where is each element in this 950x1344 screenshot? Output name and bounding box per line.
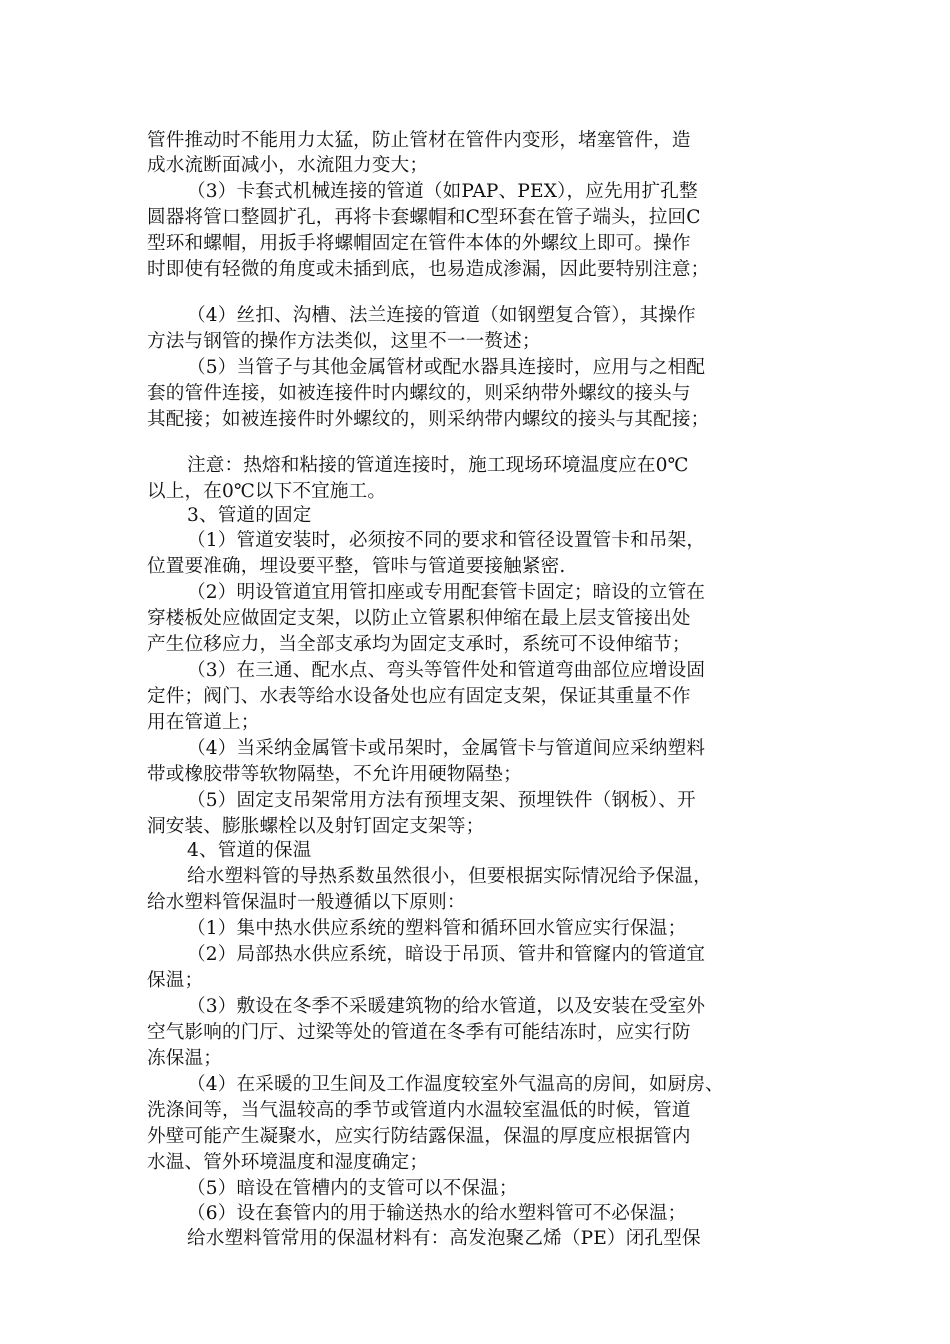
text-line: 穿楼板处应做固定支架，以防止立管累积伸缩在最上层支管接出处 <box>147 608 691 629</box>
text-line: （4）在采暖的卫生间及工作温度较室外气温高的房间，如厨房、 <box>187 1074 724 1095</box>
text-line: 方法与钢管的操作方法类似，这里不一一赘述； <box>147 331 541 352</box>
text-line: 产生位移应力，当全部支承均为固定支承时，系统可不设伸缩节； <box>147 634 691 655</box>
text-line: 外壁可能产生凝聚水，应实行防结露保温，保温的厚度应根据管内 <box>147 1126 691 1147</box>
text-line: （5）当管子与其他金属管材或配水器具连接时，应用与之相配 <box>187 357 706 378</box>
text-line: 时即使有轻微的角度或未插到底，也易造成渗漏，因此要特别注意； <box>147 259 710 280</box>
text-line: （3）敷设在冬季不采暖建筑物的给水管道，以及安装在受室外 <box>187 996 706 1017</box>
text-line: 以上，在0℃以下不宜施工。 <box>147 481 387 502</box>
text-line: 给水塑料管的导热系数虽然很小，但要根据实际情况给予保温， <box>187 866 712 887</box>
text-line: 定件；阀门、水表等给水设备处也应有固定支架，保证其重量不作 <box>147 686 691 707</box>
text-line: （2）局部热水供应系统，暗设于吊顶、管井和管窿内的管道宜 <box>187 944 706 965</box>
text-line: （5）暗设在管槽内的支管可以不保温； <box>187 1178 518 1199</box>
text-line: 成水流断面减小，水流阻力变大； <box>147 155 429 176</box>
text-line: （3）卡套式机械连接的管道（如PAP、PEX），应先用扩孔整 <box>187 181 698 202</box>
text-line: 位置要准确，埋设要平整，管咔与管道要接触紧密. <box>147 556 566 577</box>
text-line: 型环和螺帽，用扳手将螺帽固定在管件本体的外螺纹上即可。操作 <box>147 233 691 254</box>
text-line: 洗涤间等，当气温较高的季节或管道内水温较室温低的时候，管道 <box>147 1100 691 1121</box>
text-line: 其配接；如被连接件时外螺纹的，则采纳带内螺纹的接头与其配接； <box>147 409 710 430</box>
text-line: 给水塑料管常用的保温材料有：高发泡聚乙烯（PE）闭孔型保 <box>187 1228 701 1249</box>
text-line: 冻保温； <box>147 1048 222 1069</box>
text-line: （2）明设管道宜用管扣座或专用配套管卡固定；暗设的立管在 <box>187 582 706 603</box>
text-line: （4）当采纳金属管卡或吊架时，金属管卡与管道间应采纳塑料 <box>187 738 706 759</box>
text-line: 保温； <box>147 970 204 991</box>
text-line: 套的管件连接，如被连接件时内螺纹的，则采纳带外螺纹的接头与 <box>147 383 691 404</box>
text-line: 圆器将管口整圆扩孔，再将卡套螺帽和C型环套在管子端头，拉回C <box>147 207 701 228</box>
section-heading: 3、管道的固定 <box>187 505 312 526</box>
text-line: （1）管道安装时，必须按不同的要求和管径设置管卡和吊架， <box>187 530 706 551</box>
section-heading: 4、管道的保温 <box>187 840 312 861</box>
text-line: 洞安装、膨胀螺栓以及射钉固定支架等； <box>147 816 485 837</box>
text-line: 带或橡胶带等软物隔垫，不允许用硬物隔垫； <box>147 764 522 785</box>
text-line: （6）设在套管内的用于输送热水的给水塑料管可不必保温； <box>187 1203 687 1224</box>
text-line: 水温、管外环境温度和湿度确定； <box>147 1152 429 1173</box>
text-line: 用在管道上； <box>147 712 260 733</box>
text-line: （1）集中热水供应系统的塑料管和循环回水管应实行保温； <box>187 918 687 939</box>
text-line: 管件推动时不能用力太猛，防止管材在管件内变形，堵塞管件，造 <box>147 130 691 151</box>
text-line: 空气影响的门厅、过梁等处的管道在冬季有可能结冻时，应实行防 <box>147 1022 691 1043</box>
text-line: 给水塑料管保温时一般遵循以下原则： <box>147 892 466 913</box>
text-line: （5）固定支吊架常用方法有预埋支架、预埋铁件（钢板）、开 <box>187 790 696 811</box>
text-line: （3）在三通、配水点、弯头等管件处和管道弯曲部位应增设固 <box>187 660 706 681</box>
text-line: （4）丝扣、沟槽、法兰连接的管道（如钢塑复合管），其操作 <box>187 305 696 326</box>
text-line: 注意：热熔和粘接的管道连接时，施工现场环境温度应在0℃ <box>187 455 689 476</box>
